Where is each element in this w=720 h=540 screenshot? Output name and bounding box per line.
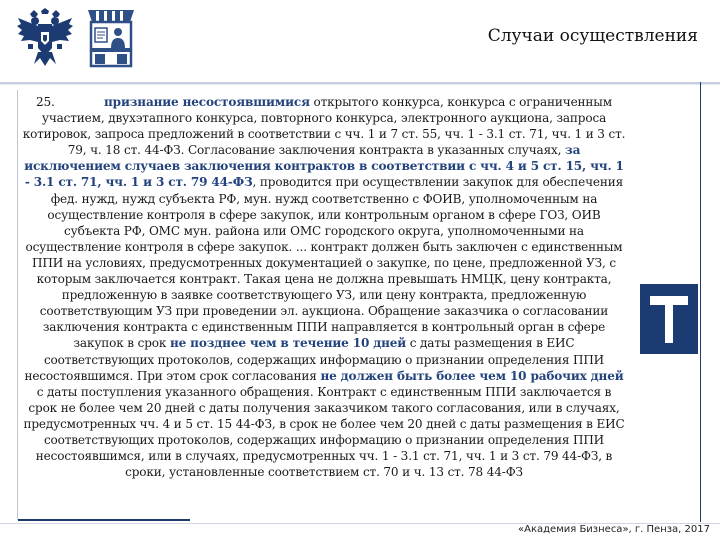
body-text: , проводится при осуществлении закупок для обеспечения фед. нужд, нужд субъекта РФ, мун. нужд соответственно с ФОИВ, уполномоченным на осуществление контроля в сфере закупок, или контрольным органом в сфере ГОЗ, ОИВ субъекта РФ, ОМС мун. района или ОМС городского округа, уполномоченными на осуществление контроля в сфере закупок. ... контракт должен быть заключен с единственным ППИ на условиях, предусмотренных документацией о закупке, по цене, предложенной УЗ, с которым заключается контракт. Такая цена не должна превышать НМЦК, цену контракта, предложенную в заявке соответствующего УЗ, или цену контракта, предложенную соответствующим УЗ при проведении эл. аукциона. Обращение заказчика о согласовании заключения контракта с единственным ППИ направляется в контрольный орган в сфере закупок в срок bbox=[25, 175, 624, 351]
double-headed-eagle-icon bbox=[16, 8, 74, 70]
highlighted-text: не должен быть более чем 10 рабочих дней bbox=[320, 368, 624, 383]
body-text: с даты поступления указанного обращения. Контракт с единственным ППИ заключается в срок не более чем 20 дней с даты получения заказчиком такого согласования, или в случаях, предусмотренных чч. 4 и 5 ст. 15 44-ФЗ, в срок не более чем 20 дней с даты размещения в ЕИС соответствующих протоколов, содержащих информацию о признании определения ППИ несостоявшимся, или в случаях, предусмотренных чч. 1 - 3.1 ст. 71, чч. 1 и 3 ст. 79 44-ФЗ, в сроки, установленные соответствием ст. 70 и ч. 13 ст. 78 44-ФЗ bbox=[23, 384, 625, 480]
footer-caption: «Академия Бизнеса», г. Пенза, 2017 bbox=[518, 524, 710, 535]
body-text: с даты размещения в ЕИС соответствующих протоколов, содержащих информацию о признании определения ППИ несостоявшимся. При этом срок согласования bbox=[24, 336, 605, 383]
slide-header bbox=[0, 0, 720, 82]
highlighted-text: не позднее чем в течение 10 дней bbox=[169, 336, 407, 351]
slide-title: Случаи осуществления bbox=[487, 26, 698, 46]
item-number: 25. bbox=[36, 95, 55, 109]
bottom-accent-line bbox=[18, 519, 190, 521]
right-rule bbox=[700, 82, 701, 522]
letter-t-badge-icon bbox=[640, 284, 698, 354]
procurement-kiosk-icon bbox=[86, 8, 136, 70]
highlighted-text: за исключением случаев заключения контрактов в соответствии с чч. 4 и 5 ст. 15, чч. 1 - 3.1 ст. 71, чч. 1 и 3 ст. 79 44-ФЗ bbox=[24, 143, 624, 190]
body-text: открытого конкурса, конкурса с ограниченным участием, двухэтапного конкурса, повторного конкурса, электронного аукциона, запроса котировок, запроса предложений в соответствии с чч. 1 и 7 ст. 55, чч. 1 - 3.1 ст. 71, чч. 1 и 3 ст. 79, ч. 18 ст. 44-ФЗ. Согласование заключения контракта в указанных случаях, bbox=[22, 95, 626, 158]
law-paragraph bbox=[22, 94, 626, 480]
badge-crossbar bbox=[650, 296, 688, 305]
highlighted-text: признание несостоявшимися bbox=[104, 95, 310, 109]
badge-stem bbox=[665, 305, 673, 343]
header-divider-shadow bbox=[0, 84, 720, 85]
paragraph-text bbox=[23, 95, 626, 479]
